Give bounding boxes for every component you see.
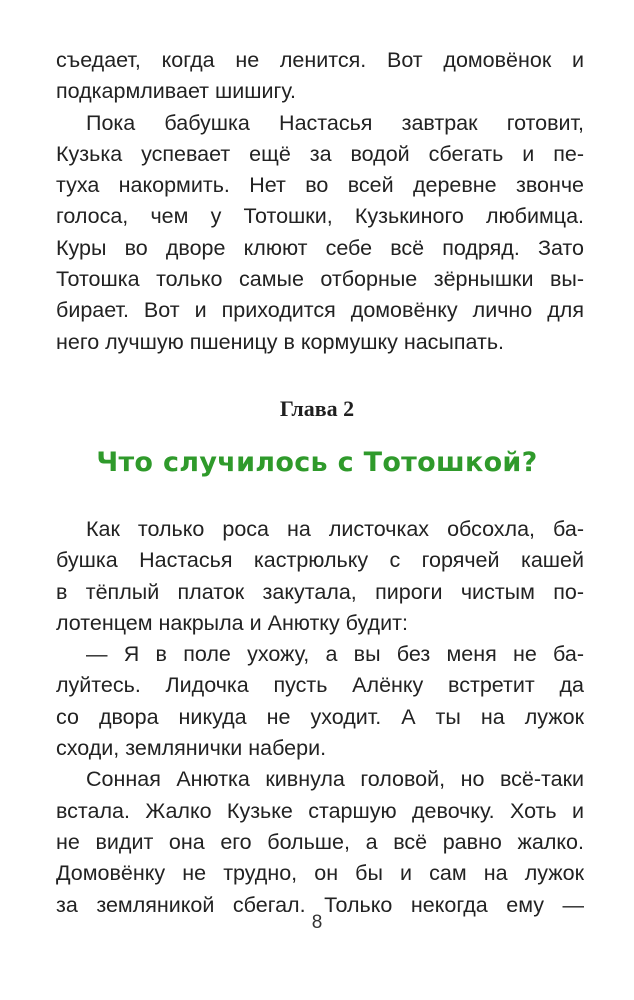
text-line: бирает. Вот и приходится домовёнку лично для bbox=[56, 298, 584, 323]
chapter-label: Глава 2 bbox=[279, 396, 355, 421]
text-line: — Я в поле ухожу, а вы без меня не ба- bbox=[86, 642, 584, 667]
text-line: Кузька успевает ещё за водой сбегать и пе- bbox=[56, 141, 584, 166]
text-line: Тотошка только самые отборные зёрнышки вы- bbox=[56, 267, 584, 292]
text-line: Сонная Анютка кивнула головой, но всё-таки bbox=[86, 767, 584, 792]
text-line: лотенцем накрыла и Анютку будит: bbox=[56, 610, 408, 635]
text-line: со двора никуда не уходит. А ты на лужок bbox=[56, 704, 584, 729]
text-line: голоса, чем у Тотошки, Кузькиного любимца. bbox=[56, 204, 584, 229]
text-line: Как только роса на листочках обсохла, ба- bbox=[86, 517, 584, 541]
text-line: не видит она его больше, а всё равно жалко. bbox=[56, 829, 584, 854]
chapter-title: Что случилось с Тотошкой? bbox=[96, 447, 538, 478]
text-line: за земляникой сбегал. Только некогда ему — bbox=[56, 892, 584, 917]
text-line: сходи, землянички набери. bbox=[56, 736, 327, 761]
bottom-text-block bbox=[56, 514, 584, 921]
text-line: подкармливает шишигу. bbox=[56, 79, 296, 104]
text-line: бушка Настасья кастрюльку с горячей кашей bbox=[56, 548, 584, 573]
top-text-block bbox=[56, 45, 584, 358]
text-line: Куры во дворе клюют себе всё подряд. Зато bbox=[56, 235, 584, 260]
text-line: Пока бабушка Настасья завтрак готовит, bbox=[86, 110, 584, 135]
dialogue-paragraph bbox=[56, 639, 584, 764]
text-line: Домовёнку не трудно, он бы и сам на лужок bbox=[56, 861, 584, 886]
text-line: туха накормить. Нет во всей деревне звонче bbox=[56, 173, 584, 198]
paragraph bbox=[56, 514, 584, 639]
text-line: него лучшую пшеницу в кормушку насыпать. bbox=[56, 329, 505, 354]
paragraph bbox=[56, 108, 584, 358]
paragraph bbox=[56, 764, 584, 920]
text-line: в тёплый платок закутала, пироги чистым по- bbox=[56, 579, 584, 604]
text-line: луйтесь. Лидочка пусть Алёнку встретит да bbox=[56, 673, 584, 698]
page-number: 8 bbox=[311, 912, 323, 933]
text-line: съедает, когда не ленится. Вот домовёнок и bbox=[56, 48, 584, 72]
text-line: встала. Жалко Кузьке старшую девочку. Хоть и bbox=[56, 798, 584, 823]
paragraph-continuation bbox=[56, 45, 584, 108]
